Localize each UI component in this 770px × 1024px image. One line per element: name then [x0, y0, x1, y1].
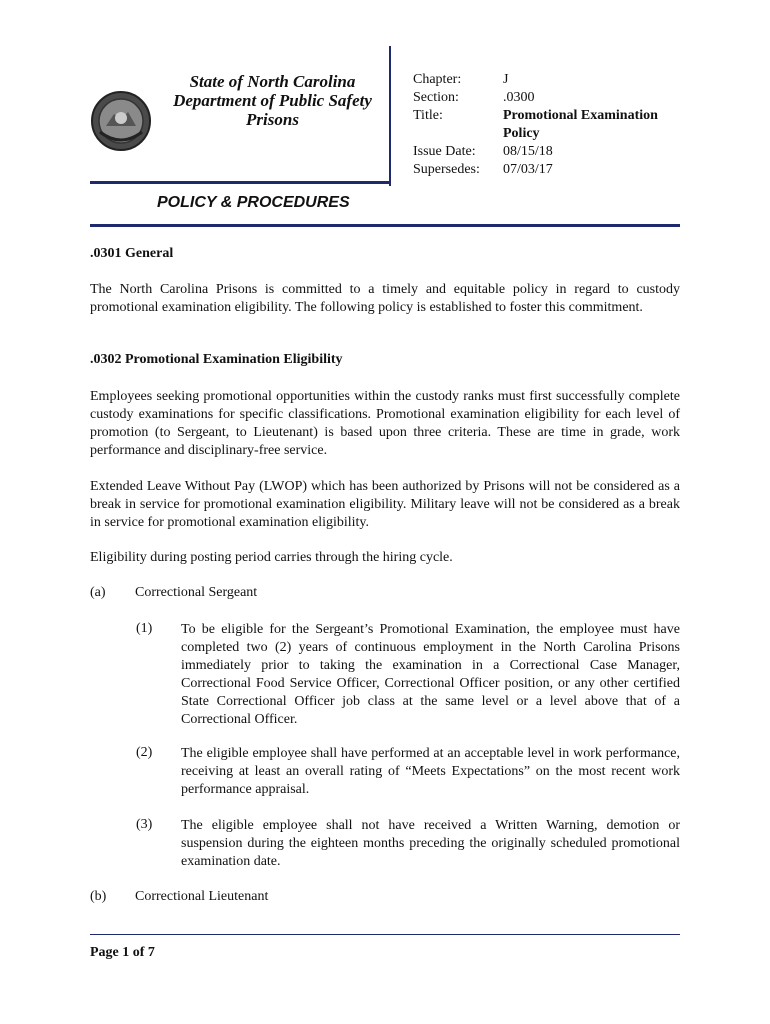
agency-line-2: Department of Public Safety: [173, 91, 372, 110]
banner-rule: [90, 224, 680, 227]
agency-line-3: Prisons: [246, 110, 299, 129]
issue-date-value: 08/15/18: [503, 144, 553, 159]
state-seal-icon: [90, 88, 152, 154]
header-divider: [389, 46, 391, 186]
footer-rule: [90, 934, 680, 935]
item-a-marker: (a): [90, 585, 106, 600]
general-paragraph: The North Carolina Prisons is committed to a timely and equitable policy in regard to custody promotional examination eligibility. The following policy is established to foster this commitment.: [90, 282, 680, 315]
section-heading-eligibility: .0302 Promotional Examination Eligibility: [90, 352, 343, 367]
header-rule: [90, 181, 390, 184]
title-label: Title:: [413, 108, 443, 123]
section-value: .0300: [503, 90, 535, 105]
supersedes-label: Supersedes:: [413, 162, 480, 177]
eligibility-paragraph-3: Eligibility during posting period carries through the hiring cycle.: [90, 550, 453, 565]
item-a2-marker: (2): [136, 745, 153, 760]
agency-line-1: State of North Carolina: [189, 72, 356, 91]
item-a2-text: The eligible employee shall have performed at an acceptable level in work performance, receiving at least an overall rating of “Meets Expectations” on the most recent work performance appraisal.: [181, 746, 680, 797]
title-value-line1: Promotional Examination: [503, 108, 658, 123]
chapter-value: J: [503, 72, 509, 87]
item-b-title: Correctional Lieutenant: [135, 889, 269, 904]
section-label: Section:: [413, 90, 459, 105]
chapter-label: Chapter:: [413, 72, 462, 87]
policy-banner: POLICY & PROCEDURES: [157, 194, 350, 211]
supersedes-value: 07/03/17: [503, 162, 553, 177]
title-value-line2: Policy: [503, 126, 540, 141]
issue-date-label: Issue Date:: [413, 144, 476, 159]
item-a1-marker: (1): [136, 621, 153, 636]
item-a3-text: The eligible employee shall not have received a Written Warning, demotion or suspension during the eighteen months preceding the originally scheduled promotional examination date.: [181, 818, 680, 869]
eligibility-paragraph-1: Employees seeking promotional opportunities within the custody ranks must first successfully complete custody examinations for specific classifications. Promotional examination eligibility for each level of promotion (to Sergeant, to Lieutenant) is based upon three criteria. These are time in grade, work performance and disciplinary-free service.: [90, 389, 680, 458]
eligibility-paragraph-2: Extended Leave Without Pay (LWOP) which has been authorized by Prisons will not be considered as a break in service for promotional examination eligibility. Military leave will not be considered as a break in service for promotional examination eligibility.: [90, 479, 680, 530]
section-heading-general: .0301 General: [90, 246, 174, 261]
item-a-title: Correctional Sergeant: [135, 585, 258, 600]
item-a1-text: To be eligible for the Sergeant’s Promotional Examination, the employee must have completed two (2) years of continuous employment in the North Carolina Prisons immediately prior to taking the examination in a Correctional Case Manager, Correctional Food Service Officer, Correctional Officer position, or any other certified State Correctional Officer job class at the same level or a level above that of a Correctional Officer.: [181, 622, 680, 727]
page-number: Page 1 of 7: [90, 945, 155, 960]
item-a3-marker: (3): [136, 817, 153, 832]
item-b-marker: (b): [90, 889, 107, 904]
agency-name: [160, 72, 385, 129]
